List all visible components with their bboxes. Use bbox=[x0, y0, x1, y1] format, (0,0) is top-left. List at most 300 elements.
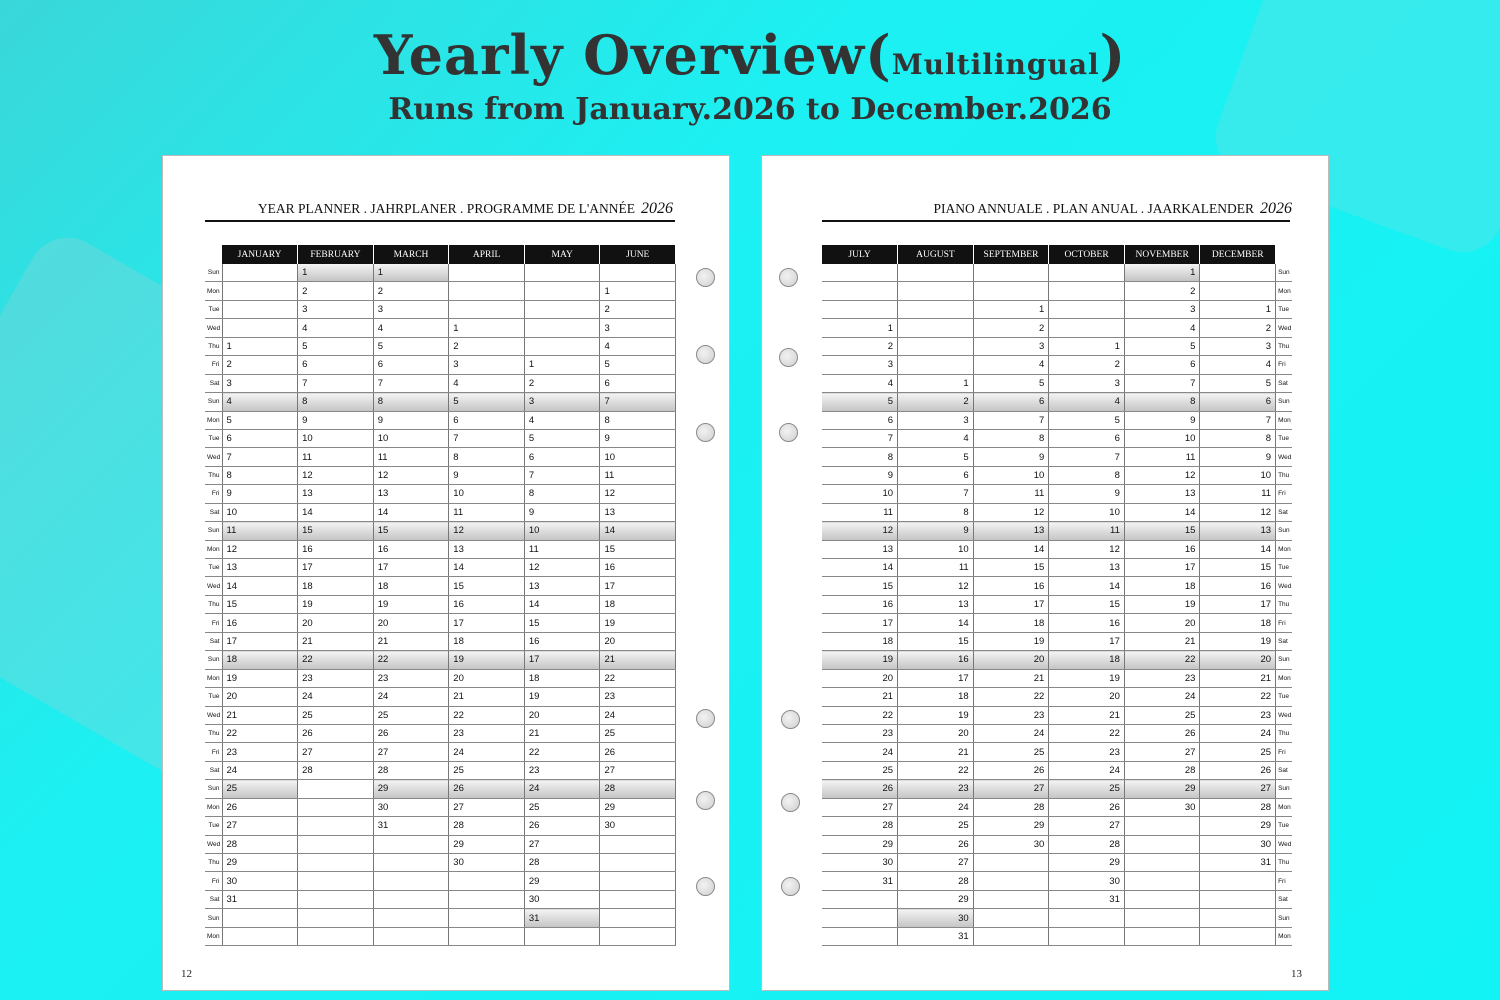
day-cell: 4 bbox=[449, 374, 525, 392]
table-row bbox=[822, 614, 1292, 632]
day-cell: 18 bbox=[298, 577, 374, 595]
day-cell: 5 bbox=[222, 411, 298, 429]
day-cell: 18 bbox=[973, 614, 1049, 632]
day-cell bbox=[600, 909, 676, 927]
day-cell: 4 bbox=[600, 337, 676, 355]
day-cell: 7 bbox=[298, 374, 374, 392]
day-cell bbox=[1124, 817, 1200, 835]
day-cell: 19 bbox=[898, 706, 974, 724]
day-cell: 15 bbox=[600, 540, 676, 558]
day-cell: 27 bbox=[524, 835, 600, 853]
day-cell: 19 bbox=[1124, 595, 1200, 613]
day-cell: 28 bbox=[898, 872, 974, 890]
day-cell bbox=[1049, 282, 1125, 300]
day-cell: 16 bbox=[1200, 577, 1276, 595]
day-cell: 14 bbox=[1049, 577, 1125, 595]
day-cell bbox=[1124, 890, 1200, 908]
day-cell: 25 bbox=[600, 724, 676, 742]
table-row bbox=[205, 356, 676, 374]
day-cell: 28 bbox=[222, 835, 298, 853]
day-cell: 28 bbox=[600, 780, 676, 798]
day-cell: 13 bbox=[298, 485, 374, 503]
day-cell: 12 bbox=[449, 522, 525, 540]
day-cell: 10 bbox=[822, 485, 898, 503]
day-cell: 22 bbox=[973, 688, 1049, 706]
table-row bbox=[205, 669, 676, 687]
day-cell: 27 bbox=[822, 798, 898, 816]
day-cell: 18 bbox=[373, 577, 449, 595]
day-header-spacer bbox=[205, 245, 222, 264]
day-cell: 22 bbox=[1124, 651, 1200, 669]
day-cell: 19 bbox=[524, 688, 600, 706]
weekday-label: Sun bbox=[1276, 651, 1292, 669]
weekday-label: Thu bbox=[205, 337, 222, 355]
day-cell: 18 bbox=[1200, 614, 1276, 632]
day-cell bbox=[373, 854, 449, 872]
day-cell: 6 bbox=[1124, 356, 1200, 374]
table-row bbox=[822, 743, 1292, 761]
table-row bbox=[822, 319, 1292, 337]
month-header-december: DECEMBER bbox=[1200, 245, 1276, 264]
day-cell: 10 bbox=[973, 466, 1049, 484]
weekday-label: Thu bbox=[1276, 854, 1292, 872]
day-cell bbox=[449, 872, 525, 890]
calendar-grid-right bbox=[822, 245, 1292, 946]
day-cell: 15 bbox=[822, 577, 898, 595]
table-row bbox=[822, 817, 1292, 835]
day-cell: 7 bbox=[973, 411, 1049, 429]
day-cell: 19 bbox=[222, 669, 298, 687]
day-cell: 17 bbox=[524, 651, 600, 669]
day-cell bbox=[1200, 282, 1276, 300]
day-cell: 15 bbox=[1124, 522, 1200, 540]
weekday-label: Wed bbox=[1276, 448, 1292, 466]
table-row bbox=[205, 835, 676, 853]
day-cell: 28 bbox=[973, 798, 1049, 816]
day-cell bbox=[1200, 927, 1276, 945]
weekday-label: Tue bbox=[205, 559, 222, 577]
weekday-label: Fri bbox=[1276, 356, 1292, 374]
day-cell: 13 bbox=[1200, 522, 1276, 540]
day-cell: 2 bbox=[373, 282, 449, 300]
day-cell: 10 bbox=[298, 429, 374, 447]
day-cell bbox=[973, 872, 1049, 890]
day-cell: 10 bbox=[1124, 429, 1200, 447]
binder-hole bbox=[696, 877, 715, 896]
planner-title bbox=[258, 200, 673, 218]
day-cell bbox=[449, 282, 525, 300]
table-row bbox=[205, 319, 676, 337]
day-cell: 21 bbox=[600, 651, 676, 669]
table-row bbox=[205, 595, 676, 613]
weekday-label: Tue bbox=[1276, 300, 1292, 318]
day-cell: 31 bbox=[1049, 890, 1125, 908]
weekday-label: Sat bbox=[205, 890, 222, 908]
day-cell: 20 bbox=[449, 669, 525, 687]
day-cell: 7 bbox=[898, 485, 974, 503]
table-row bbox=[205, 374, 676, 392]
day-cell: 12 bbox=[1124, 466, 1200, 484]
day-cell: 3 bbox=[600, 319, 676, 337]
day-cell: 17 bbox=[1049, 632, 1125, 650]
weekday-label: Thu bbox=[1276, 337, 1292, 355]
day-cell: 4 bbox=[373, 319, 449, 337]
month-header-april: APRIL bbox=[449, 245, 525, 264]
month-header-june: JUNE bbox=[600, 245, 676, 264]
title-main: Yearly Overview( bbox=[373, 23, 892, 87]
day-cell: 1 bbox=[600, 282, 676, 300]
headline bbox=[0, 22, 1500, 98]
weekday-label: Sun bbox=[205, 651, 222, 669]
weekday-label: Sun bbox=[1276, 393, 1292, 411]
weekday-label: Sat bbox=[205, 632, 222, 650]
day-cell: 12 bbox=[298, 466, 374, 484]
day-cell: 8 bbox=[524, 485, 600, 503]
day-cell: 1 bbox=[222, 337, 298, 355]
table-row bbox=[205, 282, 676, 300]
day-cell: 18 bbox=[898, 688, 974, 706]
day-cell: 24 bbox=[1200, 724, 1276, 742]
day-cell: 14 bbox=[298, 503, 374, 521]
day-cell: 7 bbox=[600, 393, 676, 411]
day-cell: 13 bbox=[973, 522, 1049, 540]
month-header-february: FEBRUARY bbox=[298, 245, 374, 264]
day-cell: 28 bbox=[822, 817, 898, 835]
table-row bbox=[822, 577, 1292, 595]
day-cell: 3 bbox=[222, 374, 298, 392]
day-cell: 26 bbox=[1200, 761, 1276, 779]
day-cell: 7 bbox=[524, 466, 600, 484]
day-cell bbox=[298, 927, 374, 945]
day-cell: 24 bbox=[600, 706, 676, 724]
day-cell: 11 bbox=[1124, 448, 1200, 466]
planner-year: 2026 bbox=[1260, 200, 1292, 217]
binder-hole bbox=[781, 710, 800, 729]
table-row bbox=[205, 817, 676, 835]
day-cell: 17 bbox=[1200, 595, 1276, 613]
day-cell: 5 bbox=[898, 448, 974, 466]
day-cell: 3 bbox=[822, 356, 898, 374]
day-cell: 11 bbox=[600, 466, 676, 484]
weekday-label: Mon bbox=[205, 927, 222, 945]
weekday-label: Sun bbox=[205, 522, 222, 540]
weekday-label: Sat bbox=[1276, 632, 1292, 650]
weekday-label: Thu bbox=[205, 595, 222, 613]
day-cell: 21 bbox=[1124, 632, 1200, 650]
day-cell: 6 bbox=[822, 411, 898, 429]
day-cell bbox=[973, 854, 1049, 872]
day-cell: 19 bbox=[822, 651, 898, 669]
day-cell: 6 bbox=[973, 393, 1049, 411]
table-row bbox=[822, 909, 1292, 927]
weekday-label: Tue bbox=[205, 429, 222, 447]
weekday-label: Tue bbox=[205, 300, 222, 318]
day-cell: 5 bbox=[449, 393, 525, 411]
day-cell bbox=[973, 927, 1049, 945]
day-cell bbox=[822, 927, 898, 945]
weekday-label: Sun bbox=[1276, 909, 1292, 927]
table-row bbox=[822, 890, 1292, 908]
day-cell: 10 bbox=[898, 540, 974, 558]
day-cell: 19 bbox=[449, 651, 525, 669]
table-row bbox=[822, 466, 1292, 484]
table-row bbox=[205, 540, 676, 558]
day-cell: 15 bbox=[298, 522, 374, 540]
weekday-label: Thu bbox=[1276, 466, 1292, 484]
planner-title bbox=[934, 200, 1293, 218]
day-cell: 7 bbox=[822, 429, 898, 447]
table-row bbox=[205, 522, 676, 540]
table-row bbox=[822, 706, 1292, 724]
day-cell: 18 bbox=[1124, 577, 1200, 595]
day-cell: 12 bbox=[1200, 503, 1276, 521]
table-row bbox=[822, 559, 1292, 577]
weekday-label: Sat bbox=[205, 503, 222, 521]
day-cell bbox=[373, 927, 449, 945]
weekday-label: Sat bbox=[1276, 503, 1292, 521]
day-cell: 11 bbox=[373, 448, 449, 466]
day-cell: 2 bbox=[1200, 319, 1276, 337]
day-cell bbox=[298, 798, 374, 816]
table-row bbox=[205, 743, 676, 761]
day-cell: 3 bbox=[449, 356, 525, 374]
day-cell: 24 bbox=[222, 761, 298, 779]
binder-hole bbox=[696, 268, 715, 287]
table-row bbox=[205, 429, 676, 447]
day-cell: 13 bbox=[822, 540, 898, 558]
day-cell bbox=[373, 909, 449, 927]
table-row bbox=[822, 393, 1292, 411]
day-cell bbox=[973, 264, 1049, 282]
day-cell: 19 bbox=[298, 595, 374, 613]
day-cell: 1 bbox=[373, 264, 449, 282]
day-cell: 5 bbox=[373, 337, 449, 355]
table-row bbox=[205, 393, 676, 411]
day-cell bbox=[600, 264, 676, 282]
weekday-label: Sun bbox=[1276, 264, 1292, 282]
table-row bbox=[205, 448, 676, 466]
day-cell: 9 bbox=[222, 485, 298, 503]
weekday-label: Sat bbox=[1276, 890, 1292, 908]
day-cell: 10 bbox=[1049, 503, 1125, 521]
day-cell: 15 bbox=[524, 614, 600, 632]
day-cell bbox=[822, 282, 898, 300]
day-cell: 4 bbox=[1049, 393, 1125, 411]
day-cell: 26 bbox=[298, 724, 374, 742]
planner-title-text: YEAR PLANNER . JAHRPLANER . PROGRAMME DE L'ANNÉE bbox=[257, 201, 635, 216]
day-cell: 26 bbox=[600, 743, 676, 761]
table-row bbox=[822, 927, 1292, 945]
day-cell bbox=[1200, 890, 1276, 908]
day-cell: 1 bbox=[298, 264, 374, 282]
table-row bbox=[205, 411, 676, 429]
day-cell: 3 bbox=[973, 337, 1049, 355]
day-cell: 22 bbox=[822, 706, 898, 724]
day-cell: 6 bbox=[898, 466, 974, 484]
weekday-label: Fri bbox=[205, 743, 222, 761]
day-cell: 14 bbox=[1124, 503, 1200, 521]
day-cell: 21 bbox=[822, 688, 898, 706]
table-row bbox=[822, 761, 1292, 779]
table-row bbox=[205, 688, 676, 706]
day-cell bbox=[298, 872, 374, 890]
day-cell bbox=[600, 927, 676, 945]
day-cell: 2 bbox=[1049, 356, 1125, 374]
day-cell: 31 bbox=[373, 817, 449, 835]
day-cell bbox=[822, 264, 898, 282]
day-cell: 21 bbox=[222, 706, 298, 724]
weekday-label: Sat bbox=[205, 374, 222, 392]
day-cell: 8 bbox=[222, 466, 298, 484]
day-cell: 29 bbox=[373, 780, 449, 798]
day-cell: 11 bbox=[898, 559, 974, 577]
day-cell: 21 bbox=[1200, 669, 1276, 687]
day-cell: 15 bbox=[449, 577, 525, 595]
day-cell: 28 bbox=[298, 761, 374, 779]
day-cell bbox=[822, 890, 898, 908]
day-cell: 9 bbox=[1049, 485, 1125, 503]
page-number: 12 bbox=[181, 968, 192, 980]
table-row bbox=[822, 264, 1292, 282]
table-row bbox=[205, 614, 676, 632]
table-row bbox=[822, 798, 1292, 816]
table-row bbox=[205, 854, 676, 872]
day-cell: 20 bbox=[1124, 614, 1200, 632]
table-row bbox=[205, 706, 676, 724]
weekday-label: Wed bbox=[1276, 835, 1292, 853]
day-cell: 16 bbox=[449, 595, 525, 613]
month-header-november: NOVEMBER bbox=[1124, 245, 1200, 264]
table-row bbox=[205, 503, 676, 521]
day-cell: 2 bbox=[898, 393, 974, 411]
day-cell: 3 bbox=[1124, 300, 1200, 318]
day-cell: 24 bbox=[1049, 761, 1125, 779]
weekday-label: Sun bbox=[205, 393, 222, 411]
day-cell: 26 bbox=[449, 780, 525, 798]
day-cell bbox=[898, 264, 974, 282]
table-row bbox=[205, 264, 676, 282]
day-cell bbox=[1124, 872, 1200, 890]
page-number: 13 bbox=[1291, 968, 1302, 980]
day-cell: 29 bbox=[898, 890, 974, 908]
day-cell: 14 bbox=[898, 614, 974, 632]
table-row bbox=[822, 595, 1292, 613]
day-cell: 6 bbox=[298, 356, 374, 374]
day-cell: 18 bbox=[1049, 651, 1125, 669]
month-header-october: OCTOBER bbox=[1049, 245, 1125, 264]
day-cell: 20 bbox=[973, 651, 1049, 669]
day-cell: 22 bbox=[222, 724, 298, 742]
weekday-label: Mon bbox=[1276, 411, 1292, 429]
table-row bbox=[822, 429, 1292, 447]
day-cell bbox=[524, 927, 600, 945]
day-cell: 6 bbox=[1200, 393, 1276, 411]
day-cell: 7 bbox=[449, 429, 525, 447]
day-cell: 28 bbox=[524, 854, 600, 872]
weekday-label: Wed bbox=[1276, 706, 1292, 724]
table-row bbox=[205, 466, 676, 484]
day-cell: 8 bbox=[373, 393, 449, 411]
day-cell: 26 bbox=[898, 835, 974, 853]
weekday-label: Sun bbox=[1276, 522, 1292, 540]
day-cell: 16 bbox=[1049, 614, 1125, 632]
day-cell: 29 bbox=[222, 854, 298, 872]
weekday-label: Fri bbox=[205, 485, 222, 503]
day-cell: 8 bbox=[1200, 429, 1276, 447]
day-cell: 3 bbox=[898, 411, 974, 429]
day-cell: 12 bbox=[1049, 540, 1125, 558]
weekday-label: Fri bbox=[1276, 743, 1292, 761]
table-row bbox=[822, 374, 1292, 392]
table-row bbox=[205, 632, 676, 650]
day-cell: 20 bbox=[898, 724, 974, 742]
day-cell bbox=[222, 264, 298, 282]
day-cell: 9 bbox=[524, 503, 600, 521]
day-cell bbox=[1200, 909, 1276, 927]
day-cell: 16 bbox=[600, 559, 676, 577]
binder-hole bbox=[696, 791, 715, 810]
day-cell: 16 bbox=[298, 540, 374, 558]
day-cell: 25 bbox=[1124, 706, 1200, 724]
table-row bbox=[822, 872, 1292, 890]
planner-title-text: PIANO ANNUALE . PLAN ANUAL . JAARKALENDER bbox=[933, 201, 1254, 216]
table-row bbox=[205, 798, 676, 816]
day-cell: 11 bbox=[298, 448, 374, 466]
day-cell: 9 bbox=[973, 448, 1049, 466]
day-cell: 7 bbox=[373, 374, 449, 392]
day-cell: 4 bbox=[524, 411, 600, 429]
page-title bbox=[0, 22, 1500, 98]
table-row bbox=[205, 651, 676, 669]
binder-hole bbox=[781, 793, 800, 812]
day-header-spacer bbox=[1276, 245, 1292, 264]
day-cell: 21 bbox=[898, 743, 974, 761]
table-row bbox=[822, 485, 1292, 503]
day-cell: 10 bbox=[449, 485, 525, 503]
day-cell bbox=[298, 909, 374, 927]
day-cell: 11 bbox=[973, 485, 1049, 503]
binder-hole bbox=[779, 348, 798, 367]
day-cell: 17 bbox=[373, 559, 449, 577]
day-cell: 17 bbox=[298, 559, 374, 577]
day-cell bbox=[1200, 872, 1276, 890]
day-cell: 11 bbox=[1200, 485, 1276, 503]
day-cell: 8 bbox=[1124, 393, 1200, 411]
day-cell: 8 bbox=[298, 393, 374, 411]
day-cell: 14 bbox=[373, 503, 449, 521]
day-cell: 31 bbox=[1200, 854, 1276, 872]
day-cell: 26 bbox=[222, 798, 298, 816]
day-cell: 12 bbox=[822, 522, 898, 540]
day-cell: 21 bbox=[973, 669, 1049, 687]
weekday-label: Tue bbox=[1276, 429, 1292, 447]
day-cell: 5 bbox=[524, 429, 600, 447]
day-cell: 28 bbox=[449, 817, 525, 835]
day-cell: 17 bbox=[973, 595, 1049, 613]
day-cell bbox=[822, 909, 898, 927]
day-cell: 4 bbox=[1124, 319, 1200, 337]
weekday-label: Thu bbox=[1276, 595, 1292, 613]
day-cell: 6 bbox=[449, 411, 525, 429]
weekday-label: Wed bbox=[205, 706, 222, 724]
day-cell bbox=[524, 264, 600, 282]
day-cell bbox=[373, 835, 449, 853]
day-cell: 24 bbox=[1124, 688, 1200, 706]
day-cell bbox=[600, 890, 676, 908]
table-row bbox=[205, 927, 676, 945]
day-cell: 30 bbox=[600, 817, 676, 835]
day-cell: 27 bbox=[298, 743, 374, 761]
